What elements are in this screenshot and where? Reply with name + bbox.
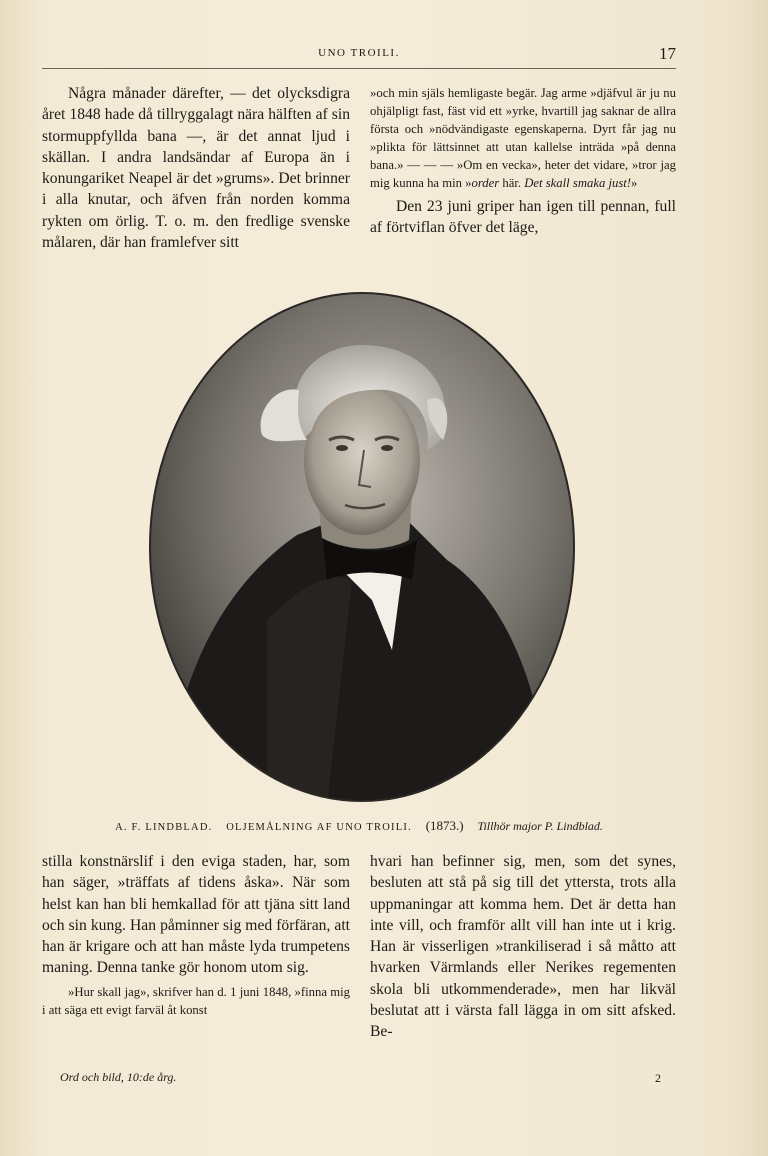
publication-footer: Ord och bild, 10:de årg. — [60, 1070, 177, 1084]
quote-italic: Det skall smaka just! — [524, 176, 632, 190]
paragraph: stilla konstnärslif i den eviga staden, har, som han säger, »träffats af tidens åska». När som helst kan han bli hemkallad för att tjäna sitt land och sin kung. Han påminner sig med förfäran, att han är krigare och att han måste lyda trumpetens maning. Denna tanke gör honom utom sig. — [42, 853, 350, 977]
column-bottom-right — [370, 851, 676, 1043]
column-top-left — [42, 83, 350, 253]
page-header — [42, 44, 676, 64]
column-top-right — [370, 84, 676, 239]
portrait-engraving — [147, 290, 577, 805]
quote-mid: här. — [499, 176, 525, 190]
column-bottom-left — [42, 851, 350, 1019]
caption-medium: OLJEMÅLNING AF UNO TROILI. — [226, 822, 412, 833]
paragraph: Några månader därefter, — det olycksdigra året 1848 hade då tillryggalagt nära hälften af sin stormuppfyllda bana —, är det annat ljud i skällan. I andra landsändar af Europa än i konungariket Neapel är det »grums». Det brinner i alla knutar, och äfven från norden komma rykten om örlig. T. o. m. den fredlige svenske målaren, där han framlefver sitt — [42, 85, 350, 252]
quote-end: » — [631, 176, 638, 190]
caption-year: (1873.) — [425, 818, 464, 833]
paragraph: hvari han befinner sig, men, som det synes, besluten att stå på sig till det yttersta, trots alla uppmaningar att komma hem. Det är detta han inte vill, och framför allt vill han inte ut i krig. Han är visserligen »trankiliserad i så måtto att hvarken Värmlands eller Nerikes regementen skola bli utkommenderade», men har likväl beslutat att i värsta fall lägga in om sitt afsked. Be- — [370, 853, 676, 1041]
portrait-caption — [42, 818, 676, 834]
quote-paragraph: »Hur skall jag», skrifver han d. 1 juni 1848, »finna mig i att säga ett evigt farväl åt konst — [42, 984, 350, 1017]
quote-paragraph — [370, 84, 676, 192]
paragraph: Den 23 juni griper han igen till pennan, full af förtviflan öfver det läge, — [370, 198, 676, 237]
quote-order-word: order — [471, 176, 500, 190]
signature-mark: 2 — [655, 1071, 661, 1085]
page-number: 17 — [659, 44, 676, 63]
caption-name: A. F. LINDBLAD. — [115, 822, 213, 833]
running-title: UNO TROILI. — [318, 47, 400, 59]
header-rule — [42, 68, 676, 69]
quote-text: »och min själs hemligaste begär. Jag arme »djäfvul är ju nu ohjälpligt fast, fäst vid ett »yrke, hvartill jag saknar de allra första och »nödvändigaste egenskaperna. Dyrt får jag nu »plikta för lättsinnet att utan kallelse inträda »på denna bana.» — — — »Om en vecka», heter det vidare, »tror jag mig kunna ha min » — [370, 86, 676, 190]
caption-owner: Tillhör major P. Lindblad. — [477, 819, 603, 833]
